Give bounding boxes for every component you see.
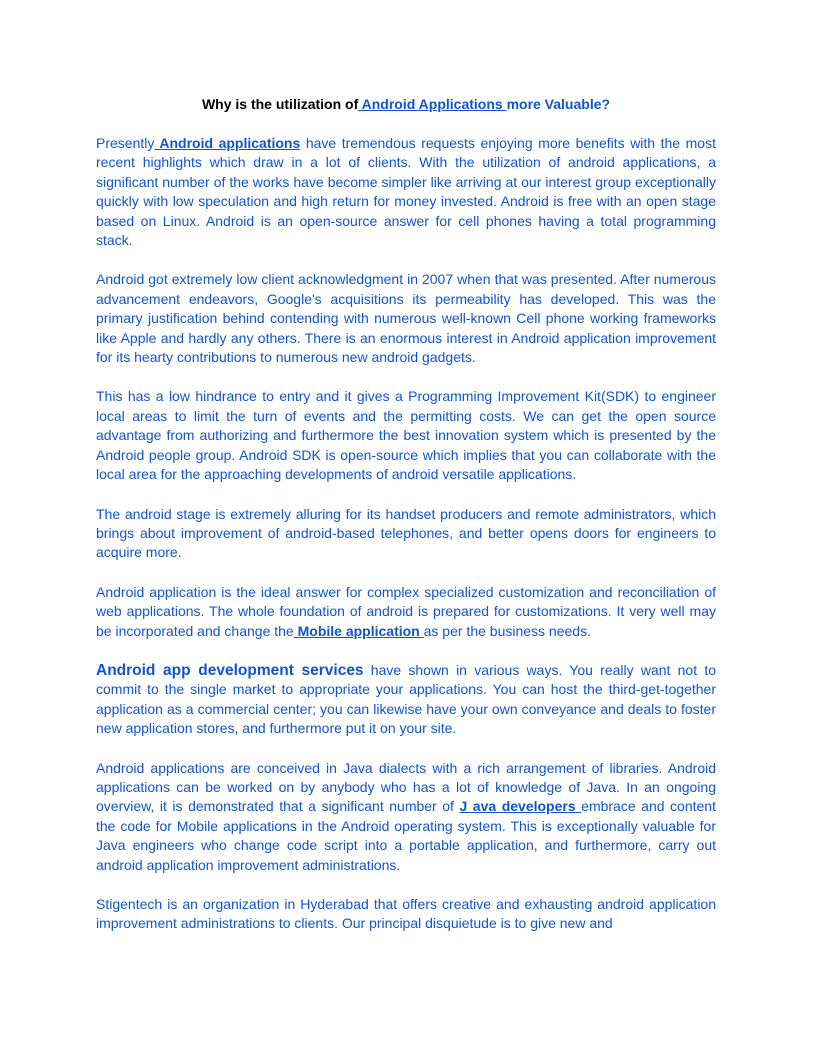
android-applications-title-link[interactable]: Android Applications <box>358 96 507 112</box>
p5-text-start: Android application is the ideal answer for complex specialized customization and reconciliation of web applications. The whole foundation of android is prepared for customizations. It very well may be incorporated and change the <box>96 583 716 639</box>
paragraph-2: Android got extremely low client acknowledgment in 2007 when that was presented. After numerous advancement endeavors, Google's acquisitions its permeability has developed. This was the primary justification behind contending with numerous well-known Cell phone working frameworks like Apple and hardly any others. There is an enormous interest in Android application improvement for its hearty contributions to numerous new android gadgets. <box>96 271 716 366</box>
paragraph-6 <box>96 661 716 739</box>
paragraph-1 <box>96 134 716 250</box>
paragraph-3: This has a low hindrance to entry and it gives a Programming Improvement Kit(SDK) to engineer local areas to limit the turn of events and the permitting costs. We can get the open source advantage from authorizing and furthermore the best innovation system which is presented by the Android people group. Android SDK is open-source which implies that you can collaborate with the local area for the approaching developments of android versatile applications. <box>96 388 716 483</box>
p6-text: have shown in various ways. You really want not to commit to the single market to appropriate your applications. You can host the third-get-together application as a commercial center; you can likewise have your own conveyance and deals to foster new application stores, and furthermore put it on your site. <box>96 661 717 737</box>
p1-text-start: Presently <box>96 135 155 151</box>
android-applications-link[interactable]: Android applications <box>154 135 301 151</box>
title-text-end: more Valuable? <box>506 96 611 112</box>
p1-text-end: have tremendous requests enjoying more benefits with the most recent highlights which draw in a lot of clients. With the utilization of android applications, a significant number of the works have become simpler like arriving at our interest group exceptionally quickly with low speculation and high return for money invested. Android is free with an open stage based on Linux. Android is an open-source answer for cell phones having a total programming stack. <box>96 135 716 249</box>
page-title <box>96 95 716 114</box>
title-text: Why is the utilization of <box>201 96 359 112</box>
paragraph-4: The android stage is extremely alluring for its handset producers and remote administrators, which brings about improvement of android-based telephones, and better opens doors for engineers to acquire more. <box>96 505 716 561</box>
p7-text-start: Android applications are conceived in Java dialects with a rich arrangement of libraries. Android applications can be worked on by anybody who has a lot of knowledge of Java. In an ongoing overview, it is demonstrated that a significant number of <box>96 759 716 815</box>
p5-text-end: as per the business needs. <box>423 622 591 639</box>
paragraph-5 <box>96 583 716 641</box>
paragraph-8: Stigentech is an organization in Hyderabad that offers creative and exhausting android application improvement administrations to clients. Our principal disquietude is to give new and <box>96 896 716 932</box>
android-app-development-services-heading: Android app development services <box>96 661 364 679</box>
paragraph-7 <box>96 759 716 875</box>
java-developers-link[interactable]: J ava developers <box>459 798 582 815</box>
p7-text-end: embrace and content the code for Mobile applications in the Android operating system. This is exceptionally valuable for Java engineers who change code script into a portable application, and furthermore, carry out android application improvement administrations. <box>96 798 716 873</box>
mobile-application-link[interactable]: Mobile application <box>293 622 424 639</box>
